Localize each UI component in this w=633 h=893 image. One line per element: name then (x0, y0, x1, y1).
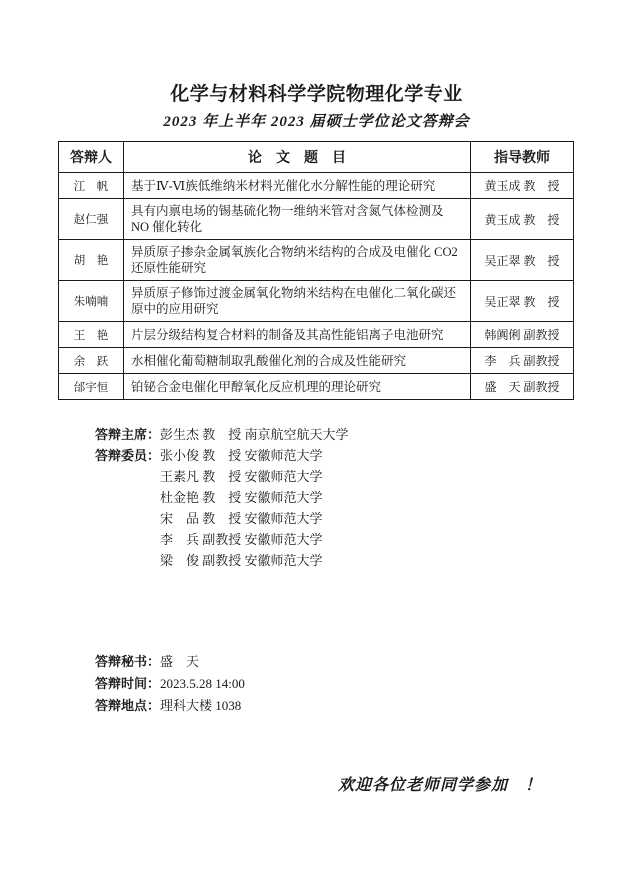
location-value: 理科大楼 1038 (160, 698, 242, 713)
thesis-title: 水相催化葡萄糖制取乳酸催化剂的合成及性能研究 (124, 348, 471, 374)
page-title: 化学与材料科学学院物理化学专业 (170, 84, 463, 105)
defender-name: 胡 艳 (59, 240, 124, 281)
thesis-title: 片层分级结构复合材料的制备及其高性能铝离子电池研究 (124, 322, 471, 348)
chair-label: 答辩主席： (95, 427, 161, 442)
table-row (59, 322, 574, 348)
defender-name: 王 艳 (59, 322, 124, 348)
chair-line (95, 424, 349, 445)
defense-schedule-table (58, 141, 574, 400)
committee-member: 宋 品 教 授 安徽师范大学 (160, 511, 323, 526)
thesis-title: 具有内禀电场的锡基硫化物一维纳米管对含氮气体检测及 NO 催化转化 (124, 199, 471, 240)
committee-member: 李 兵 副教授 安徽师范大学 (160, 532, 323, 547)
defender-name: 赵仁强 (59, 199, 124, 240)
table-row (59, 281, 574, 322)
location-label: 答辩地点： (95, 698, 161, 713)
column-header-defender: 答辩人 (59, 142, 124, 173)
secretary-line (95, 651, 245, 673)
table-row (59, 374, 574, 400)
table-row (59, 173, 574, 199)
thesis-title: 铂铋合金电催化甲醇氧化反应机理的理论研究 (124, 374, 471, 400)
column-header-thesis: 论 文 题 目 (124, 142, 471, 173)
page-subtitle: 2023 年上半年 2023 届硕士学位论文答辩会 (163, 114, 470, 130)
thesis-title: 异质原子掺杂金属氧族化合物纳米结构的合成及电催化 CO2 还原性能研究 (124, 240, 471, 281)
table-row (59, 240, 574, 281)
time-label: 答辩时间： (95, 676, 161, 691)
members-first-line (95, 445, 349, 466)
time-value: 2023.5.28 14:00 (160, 676, 245, 691)
committee-member: 杜金艳 教 授 安徽师范大学 (160, 490, 323, 505)
advisor-name: 黄玉成 教 授 (471, 199, 574, 240)
advisor-name: 吴正翠 教 授 (471, 240, 574, 281)
advisor-name: 盛 天 副教授 (471, 374, 574, 400)
thesis-title: 异质原子修饰过渡金属氧化物纳米结构在电催化二氧化碳还原中的应用研究 (124, 281, 471, 322)
footer-info-section (95, 651, 245, 717)
members-label: 答辩委员： (95, 448, 161, 463)
table-row (59, 199, 574, 240)
defender-name: 朱喃喃 (59, 281, 124, 322)
secretary-label: 答辩秘书： (95, 654, 161, 669)
chair-value: 彭生杰 教 授 南京航空航天大学 (160, 427, 349, 442)
committee-member: 张小俊 教 授 安徽师范大学 (160, 448, 323, 463)
committee-member: 梁 俊 副教授 安徽师范大学 (160, 553, 323, 568)
time-line (95, 673, 245, 695)
committee-section (95, 424, 349, 571)
table-row (59, 348, 574, 374)
defender-name: 邰宇恒 (59, 374, 124, 400)
secretary-value: 盛 天 (160, 654, 200, 669)
defender-name: 余 跃 (59, 348, 124, 374)
advisor-name: 吴正翠 教 授 (471, 281, 574, 322)
welcome-message: 欢迎各位老师同学参加 ！ (338, 777, 543, 794)
thesis-title: 基于Ⅳ-Ⅵ族低维纳米材料光催化水分解性能的理论研究 (124, 173, 471, 199)
column-header-advisor: 指导教师 (471, 142, 574, 173)
advisor-name: 黄玉成 教 授 (471, 173, 574, 199)
advisor-name: 韩阗俐 副教授 (471, 322, 574, 348)
advisor-name: 李 兵 副教授 (471, 348, 574, 374)
committee-member: 王素凡 教 授 安徽师范大学 (160, 469, 323, 484)
defender-name: 江 帆 (59, 173, 124, 199)
table-header-row (59, 142, 574, 173)
location-line (95, 695, 245, 717)
